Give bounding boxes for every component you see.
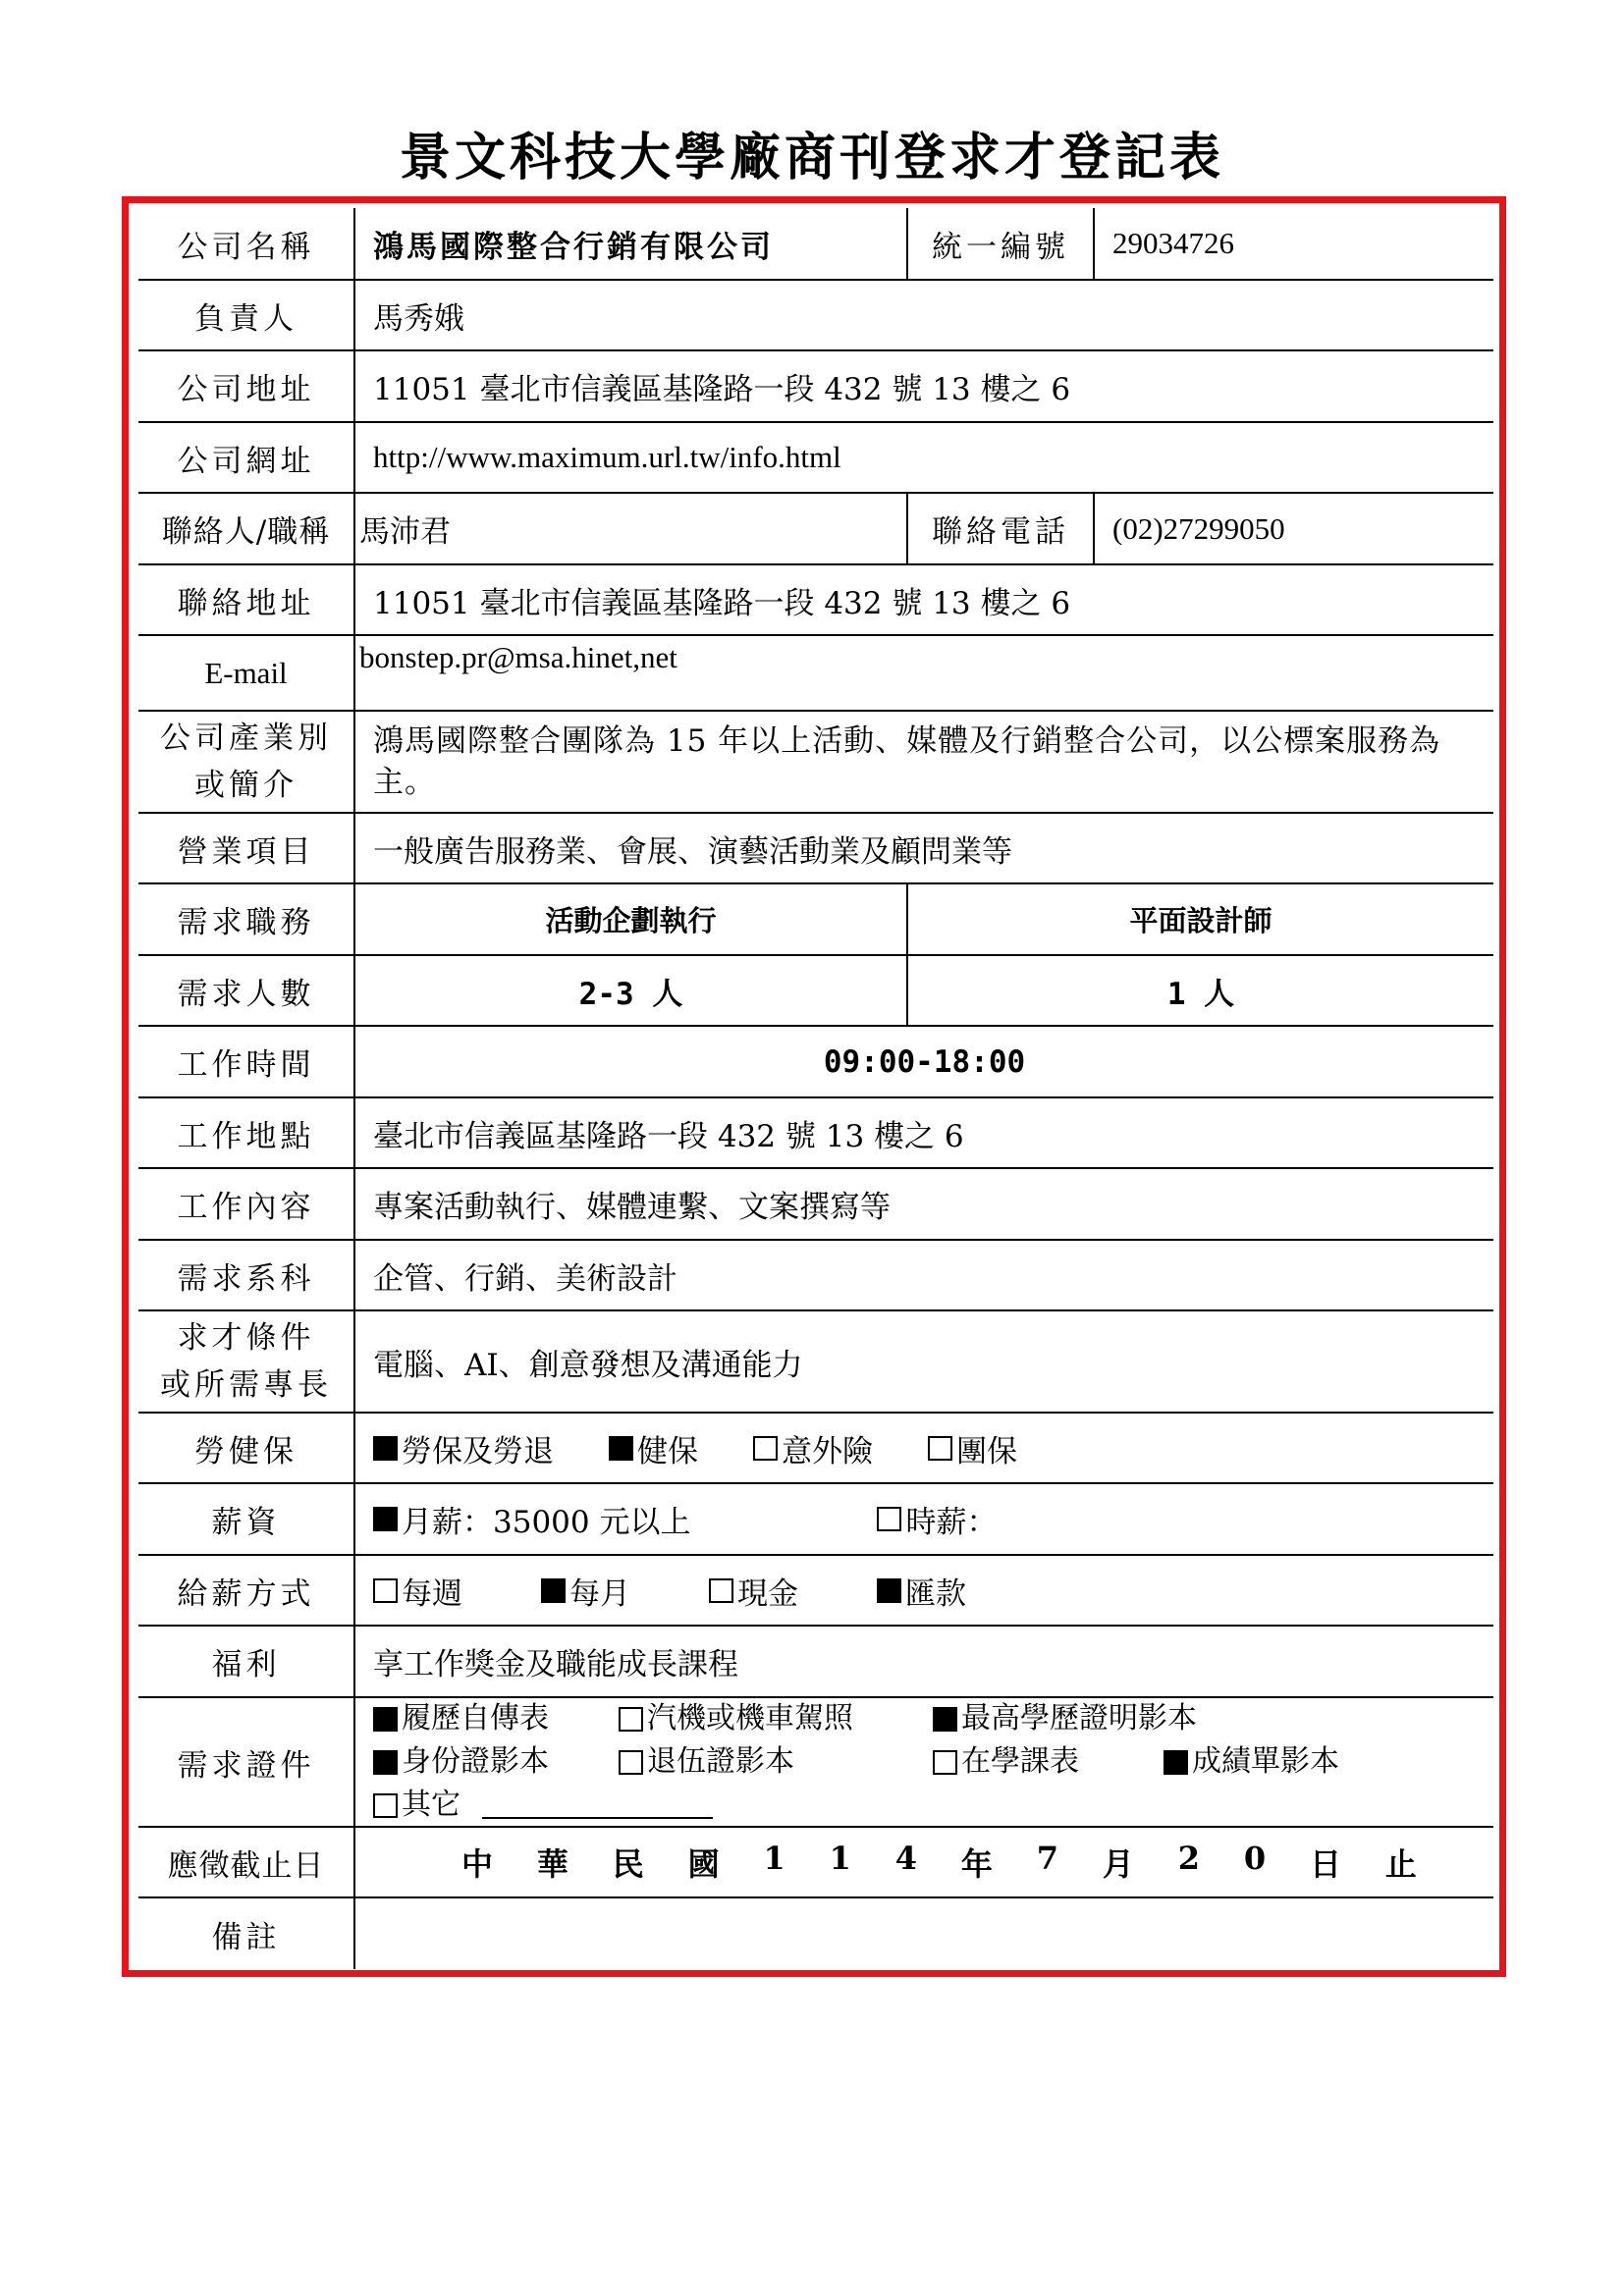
value-tax-id: 29034726 bbox=[1094, 208, 1493, 280]
label-hours: 工作時間 bbox=[138, 1026, 354, 1097]
deadline-char: 年 bbox=[960, 1845, 993, 1883]
salary-option-hourly[interactable] bbox=[877, 1497, 997, 1541]
insurance-option-accident-label: 意外險 bbox=[782, 1433, 873, 1469]
label-remarks: 備註 bbox=[138, 1897, 354, 1969]
label-phone: 聯絡電話 bbox=[907, 493, 1094, 564]
deadline-char: 7 bbox=[1036, 1840, 1059, 1877]
row-majors bbox=[138, 1240, 1493, 1310]
checkbox-id-copy[interactable] bbox=[373, 1750, 398, 1775]
form-frame bbox=[122, 196, 1506, 1977]
deadline-char: 民 bbox=[612, 1845, 644, 1883]
value-headcount-1: 2-3 人 bbox=[354, 955, 907, 1026]
label-industry bbox=[138, 711, 354, 813]
checkbox-cash[interactable] bbox=[709, 1578, 733, 1603]
value-hours: 09:00-18:00 bbox=[354, 1026, 1493, 1097]
value-owner: 馬秀娥 bbox=[354, 280, 1493, 350]
doc-option-other-label: 其它 bbox=[402, 1788, 460, 1822]
row-benefits bbox=[138, 1626, 1493, 1697]
row-hours bbox=[138, 1026, 1493, 1097]
label-skills bbox=[138, 1310, 354, 1413]
row-duties bbox=[138, 1168, 1493, 1240]
pay-option-monthly[interactable] bbox=[541, 1569, 630, 1613]
deadline-char: 日 bbox=[1310, 1845, 1342, 1883]
salary-options bbox=[373, 1497, 1476, 1541]
insurance-option-group-label: 團保 bbox=[956, 1433, 1017, 1469]
checkbox-transfer[interactable] bbox=[877, 1578, 901, 1603]
deadline-char: 月 bbox=[1102, 1845, 1134, 1883]
documents-options bbox=[373, 1700, 1476, 1824]
value-website: http://www.maximum.url.tw/info.html bbox=[354, 422, 1493, 493]
deadline-char: 止 bbox=[1384, 1845, 1417, 1883]
value-pay-method bbox=[354, 1555, 1493, 1626]
pay-option-cash-label: 現金 bbox=[737, 1575, 798, 1612]
row-insurance bbox=[138, 1413, 1493, 1483]
deadline-char: 華 bbox=[536, 1845, 568, 1883]
label-majors: 需求系科 bbox=[138, 1240, 354, 1310]
label-industry-line1: 公司產業別 bbox=[160, 721, 332, 756]
deadline-char: 0 bbox=[1243, 1840, 1267, 1877]
value-contact-address: 11051 臺北市信義區基隆路一段 432 號 13 樓之 6 bbox=[354, 564, 1493, 635]
registration-table bbox=[138, 208, 1493, 1969]
form-title: 景文科技大學廠商刊登求才登記表 bbox=[399, 128, 1224, 187]
value-salary bbox=[354, 1483, 1493, 1555]
value-email: bonstep.pr@msa.hinet,net bbox=[354, 635, 1493, 711]
other-blank-line[interactable] bbox=[482, 1791, 713, 1819]
deadline-char: 1 bbox=[829, 1840, 851, 1877]
label-documents: 需求證件 bbox=[138, 1697, 354, 1827]
checkbox-group-insurance[interactable] bbox=[928, 1436, 952, 1461]
row-deadline bbox=[138, 1827, 1493, 1897]
pay-option-monthly-label: 每月 bbox=[569, 1575, 630, 1612]
row-website bbox=[138, 422, 1493, 493]
doc-option-discharge-label: 退伍證影本 bbox=[647, 1744, 794, 1779]
insurance-option-labor-label: 勞保及勞退 bbox=[402, 1433, 554, 1469]
label-contact-address: 聯絡地址 bbox=[138, 564, 354, 635]
row-email bbox=[138, 635, 1493, 711]
insurance-option-health-label: 健保 bbox=[637, 1433, 698, 1469]
pay-option-weekly[interactable] bbox=[373, 1569, 462, 1613]
pay-option-cash[interactable] bbox=[709, 1569, 798, 1613]
insurance-option-group[interactable] bbox=[928, 1426, 1017, 1470]
doc-option-id-label: 身份證影本 bbox=[402, 1744, 549, 1779]
label-skills-line2: 或所需專長 bbox=[160, 1367, 332, 1403]
label-industry-line2: 或簡介 bbox=[194, 768, 298, 803]
label-insurance: 勞健保 bbox=[138, 1413, 354, 1483]
deadline-text bbox=[373, 1840, 1476, 1885]
doc-option-diploma-label: 最高學歷證明影本 bbox=[961, 1701, 1197, 1735]
value-headcount-2: 1 人 bbox=[907, 955, 1493, 1026]
deadline-char: 1 bbox=[763, 1840, 785, 1877]
pay-option-transfer-label: 匯款 bbox=[905, 1575, 966, 1612]
doc-option-resume[interactable] bbox=[373, 1700, 619, 1737]
doc-option-discharge[interactable] bbox=[619, 1743, 933, 1781]
deadline-char: 2 bbox=[1177, 1840, 1201, 1877]
checkbox-health-insurance[interactable] bbox=[609, 1436, 633, 1461]
row-remarks bbox=[138, 1897, 1493, 1969]
row-industry bbox=[138, 711, 1493, 813]
label-location: 工作地點 bbox=[138, 1097, 354, 1168]
label-tax-id: 統一編號 bbox=[907, 208, 1094, 280]
value-position-2: 平面設計師 bbox=[907, 883, 1493, 955]
row-pay-method bbox=[138, 1555, 1493, 1626]
salary-option-monthly[interactable] bbox=[373, 1497, 690, 1541]
row-company-name bbox=[138, 208, 1493, 280]
value-skills: 電腦、AI、創意發想及溝通能力 bbox=[354, 1310, 1493, 1413]
label-skills-line1: 求才條件 bbox=[177, 1320, 315, 1356]
row-headcount bbox=[138, 955, 1493, 1026]
label-deadline: 應徵截止日 bbox=[138, 1827, 354, 1897]
row-location bbox=[138, 1097, 1493, 1168]
value-location: 臺北市信義區基隆路一段 432 號 13 樓之 6 bbox=[354, 1097, 1493, 1168]
checkbox-discharge[interactable] bbox=[619, 1750, 643, 1775]
checkbox-schedule[interactable] bbox=[933, 1750, 957, 1775]
label-company-name: 公司名稱 bbox=[138, 208, 354, 280]
label-duties: 工作內容 bbox=[138, 1168, 354, 1240]
insurance-option-health[interactable] bbox=[609, 1426, 698, 1470]
checkbox-accident-insurance[interactable] bbox=[753, 1436, 778, 1461]
doc-option-transcript[interactable] bbox=[1164, 1743, 1360, 1781]
value-phone: (02)27299050 bbox=[1094, 493, 1493, 564]
value-industry: 鴻馬國際整合團隊為 15 年以上活動、媒體及行銷整合公司，以公標案服務為主。 bbox=[354, 711, 1493, 813]
label-business: 營業項目 bbox=[138, 813, 354, 883]
label-positions: 需求職務 bbox=[138, 883, 354, 955]
doc-option-transcript-label: 成績單影本 bbox=[1192, 1744, 1339, 1779]
label-headcount: 需求人數 bbox=[138, 955, 354, 1026]
label-pay-method: 給薪方式 bbox=[138, 1555, 354, 1626]
checkbox-transcript[interactable] bbox=[1164, 1750, 1188, 1775]
salary-option-hourly-label: 時薪： bbox=[905, 1505, 998, 1540]
label-owner: 負責人 bbox=[138, 280, 354, 350]
value-benefits: 享工作獎金及職能成長課程 bbox=[354, 1626, 1493, 1697]
checkbox-hourly-salary[interactable] bbox=[877, 1507, 901, 1531]
checkbox-monthly-salary[interactable] bbox=[373, 1507, 398, 1531]
doc-option-other[interactable] bbox=[373, 1787, 1360, 1824]
deadline-char: 國 bbox=[687, 1845, 720, 1883]
doc-option-schedule[interactable] bbox=[933, 1743, 1164, 1781]
row-business bbox=[138, 813, 1493, 883]
row-skills bbox=[138, 1310, 1493, 1413]
row-contact bbox=[138, 493, 1493, 564]
doc-option-id[interactable] bbox=[373, 1743, 619, 1781]
doc-option-license[interactable] bbox=[619, 1700, 933, 1737]
value-business: 一般廣告服務業、會展、演藝活動業及顧問業等 bbox=[354, 813, 1493, 883]
doc-option-schedule-label: 在學課表 bbox=[961, 1744, 1079, 1779]
label-salary: 薪資 bbox=[138, 1483, 354, 1555]
insurance-options bbox=[373, 1426, 1476, 1470]
row-contact-address bbox=[138, 564, 1493, 635]
value-insurance bbox=[354, 1413, 1493, 1483]
value-deadline bbox=[354, 1827, 1493, 1897]
doc-option-diploma[interactable] bbox=[933, 1700, 1360, 1737]
doc-option-resume-label: 履歷自傳表 bbox=[402, 1701, 549, 1735]
row-salary bbox=[138, 1483, 1493, 1555]
value-contact: 馬沛君 bbox=[354, 493, 907, 564]
pay-option-weekly-label: 每週 bbox=[402, 1575, 462, 1612]
insurance-option-accident[interactable] bbox=[753, 1426, 873, 1470]
value-duties: 專案活動執行、媒體連繫、文案撰寫等 bbox=[354, 1168, 1493, 1240]
label-benefits: 福利 bbox=[138, 1626, 354, 1697]
checkbox-resume[interactable] bbox=[373, 1707, 398, 1732]
value-address: 11051 臺北市信義區基隆路一段 432 號 13 樓之 6 bbox=[354, 350, 1493, 422]
pay-method-options bbox=[373, 1569, 1476, 1613]
label-address: 公司地址 bbox=[138, 350, 354, 422]
deadline-char: 中 bbox=[461, 1845, 494, 1883]
value-documents bbox=[354, 1697, 1493, 1827]
checkbox-weekly[interactable] bbox=[373, 1578, 398, 1603]
row-documents bbox=[138, 1697, 1493, 1827]
row-positions bbox=[138, 883, 1493, 955]
pay-option-transfer[interactable] bbox=[877, 1569, 966, 1613]
row-owner bbox=[138, 280, 1493, 350]
checkbox-diploma[interactable] bbox=[933, 1707, 957, 1732]
label-website: 公司網址 bbox=[138, 422, 354, 493]
value-position-1: 活動企劃執行 bbox=[354, 883, 907, 955]
value-majors: 企管、行銷、美術設計 bbox=[354, 1240, 1493, 1310]
label-email: E-mail bbox=[138, 635, 354, 711]
salary-option-monthly-label: 月薪：35000 元以上 bbox=[402, 1505, 691, 1540]
doc-option-license-label: 汽機或機車駕照 bbox=[647, 1701, 853, 1735]
label-contact: 聯絡人/職稱 bbox=[138, 493, 354, 564]
insurance-option-labor[interactable] bbox=[373, 1426, 554, 1470]
deadline-char: 4 bbox=[894, 1840, 918, 1877]
checkbox-labor-insurance[interactable] bbox=[373, 1436, 398, 1461]
checkbox-other[interactable] bbox=[373, 1793, 398, 1818]
value-remarks bbox=[354, 1897, 1493, 1969]
checkbox-license[interactable] bbox=[619, 1707, 643, 1732]
row-address bbox=[138, 350, 1493, 422]
checkbox-monthly[interactable] bbox=[541, 1578, 566, 1603]
value-company-name: 鴻馬國際整合行銷有限公司 bbox=[354, 208, 907, 280]
